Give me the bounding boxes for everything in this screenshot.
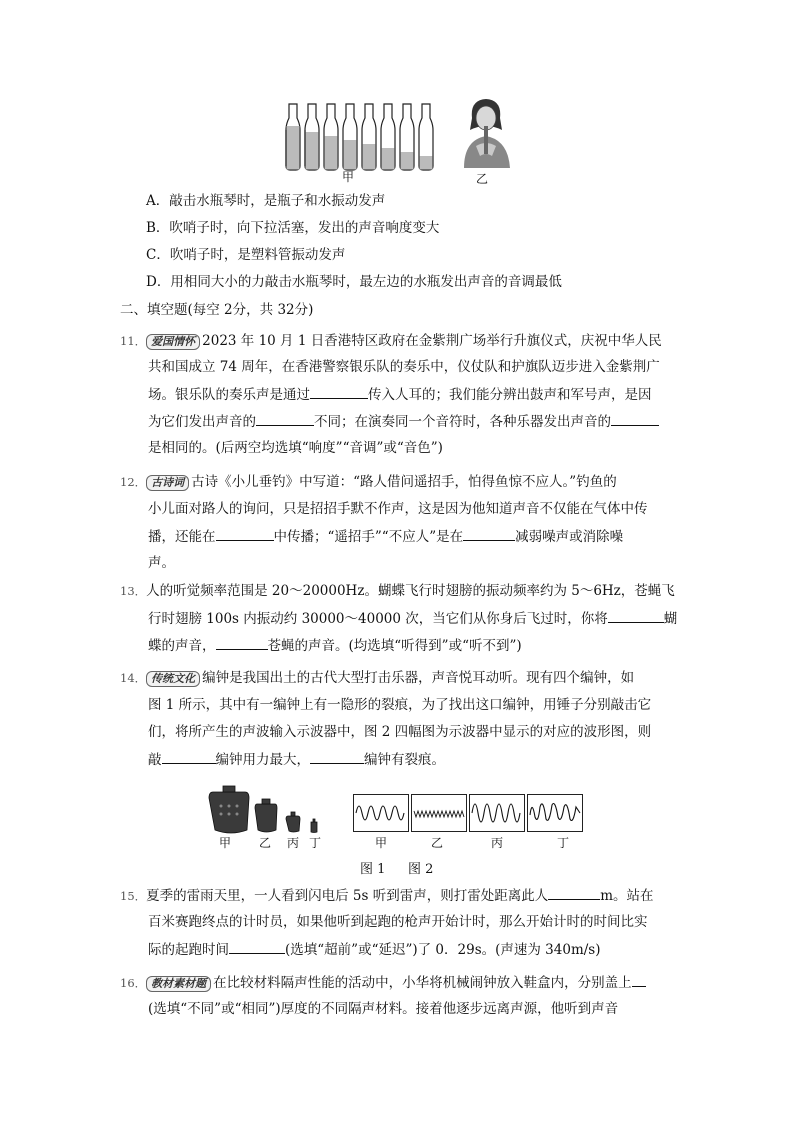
answer-blank[interactable]	[162, 749, 216, 764]
question-text: 古诗《小儿垂钓》中写道：“路人借问遥招手，怕得鱼惊不应人。”钓鱼的	[191, 474, 617, 490]
waveform-yi	[411, 794, 467, 832]
caption-jia: 甲	[342, 170, 355, 184]
bell-label: 丁	[309, 836, 322, 850]
question-text: 2023 年 10 月 1 日香港特区政府在金紫荆广场举行升旗仪式，庆祝中华人民	[202, 333, 662, 349]
question-14-line-4	[148, 749, 445, 770]
question-11-line-4	[148, 411, 659, 432]
question-text: 编钟是我国出土的古代大型打击乐器，声音悦耳动听。现有四个编钟，如	[202, 670, 635, 686]
wave-label: 丙	[491, 836, 504, 850]
question-text: 传入人耳的；我们能分辨出鼓声和军号声，是因	[368, 387, 652, 403]
water-bottle-xylophone-image	[280, 96, 440, 176]
question-15-line-2: 百米赛跑终点的计时员，如果他听到起跑的枪声开始计时，那么开始计时的时间比实	[148, 914, 648, 930]
figure-1-caption: 图 1	[360, 862, 386, 877]
question-11-line-1	[120, 331, 662, 351]
waveform-bing	[469, 794, 525, 832]
question-11-line-5: 是相同的。(后两空均选填“响度”“音调”或“音色”)	[148, 440, 443, 456]
question-number: 16．	[120, 976, 147, 990]
topic-tag: 教材素材题	[146, 976, 211, 992]
question-16-line-2: (选填“不同”或“相同”)厚度的不同隔声材料。接着他逐步远离声源，他听到声音	[148, 1001, 619, 1017]
bottle-whistle-figure	[280, 96, 520, 184]
girl-blowing-whistle-image	[458, 96, 516, 168]
question-text: 行时翅膀 100s 内振动约 30000～40000 次，当它们从你身后飞过时，你将	[148, 611, 608, 627]
answer-blank[interactable]	[611, 411, 659, 426]
answer-blank[interactable]	[608, 608, 664, 623]
wave-label: 丁	[557, 836, 570, 850]
waveform-jia-image	[354, 795, 408, 831]
answer-blank[interactable]	[216, 635, 268, 650]
waveform-ding	[527, 794, 583, 832]
waveform-bing-image	[470, 795, 524, 831]
answer-blank[interactable]	[229, 939, 285, 954]
waveform-yi-image	[412, 795, 466, 831]
question-text: 苍蝇的声音。(均选填“听得到”或“听不到”)	[267, 638, 522, 654]
question-15-line-3	[148, 939, 601, 960]
question-text: 敲	[148, 752, 162, 768]
answer-blank[interactable]	[216, 526, 274, 541]
question-text: 编钟用力最大，	[215, 752, 310, 768]
question-number: 14．	[120, 671, 147, 685]
question-14-line-3: 们，将所产生的声波输入示波器中，图 2 四幅图为示波器中显示的对应的波形图，则	[148, 724, 652, 740]
option-a: A．敲击水瓶琴时，是瓶子和水振动发声	[146, 193, 386, 209]
question-text: 蝶的声音，	[148, 638, 216, 654]
question-text: 夏季的雷雨天里，一人看到闪电后 5s 听到雷声，则打雷处距离此人	[146, 888, 549, 904]
question-text: 编钟有裂痕。	[364, 752, 445, 768]
question-text: 蝴	[663, 611, 678, 627]
section-title: 二、填空题(每空 2分，共 32分)	[120, 302, 314, 318]
question-16-line-1	[120, 972, 646, 993]
caption-yi: 乙	[476, 172, 489, 186]
topic-tag: 古诗词	[146, 475, 189, 491]
question-12-line-1	[120, 472, 617, 492]
bell-label: 甲	[219, 836, 232, 850]
question-text: m。站在	[600, 888, 654, 904]
bells-image	[205, 784, 325, 836]
question-14-line-2: 图 1 所示，其中有一编钟上有一隐形的裂痕，为了找出这口编钟，用锤子分别敲击它	[148, 697, 652, 713]
bell-label: 丙	[287, 836, 300, 850]
question-text: 减弱噪声或消除噪	[515, 529, 624, 545]
answer-blank[interactable]	[256, 411, 314, 426]
question-15-line-1	[120, 885, 654, 906]
question-text: 为它们发出声音的	[148, 414, 256, 430]
question-text: 场。银乐队的奏乐声是通过	[148, 387, 310, 403]
question-11-line-3	[148, 384, 652, 405]
question-12-line-4: 声。	[148, 555, 175, 571]
question-text: 在比较材料隔声性能的活动中，小华将机械闹钟放入鞋盒内，分别盖上	[213, 975, 632, 991]
question-text: 人的听觉频率范围是 20～20000Hz。蝴蝶飞行时翅膀的振动频率约为 5～6Hz，苍蝇飞	[146, 583, 675, 599]
question-text: (选填“超前”或“延迟”)了 0．29s。(声速为 340m/s)	[285, 942, 601, 958]
question-text: 不同；在演奏同一个音符时，各种乐器发出声音的	[314, 414, 611, 430]
question-14-line-1	[120, 668, 634, 688]
waveform-ding-image	[528, 795, 582, 831]
wave-label: 乙	[431, 836, 444, 850]
question-12-line-2: 小儿面对路人的询问，只是招招手默不作声，这是因为他知道声音不仅能在气体中传	[148, 501, 648, 517]
figure-2-caption: 图 2	[408, 862, 434, 877]
question-number: 12．	[120, 475, 147, 489]
option-b: B．吹哨子时，向下拉活塞，发出的声音响度变大	[146, 220, 440, 236]
bell-label: 乙	[259, 836, 272, 850]
question-11-line-2: 共和国成立 74 周年，在香港警察银乐队的奏乐中，仪仗队和护旗队迈步进入金紫荆广	[148, 359, 660, 375]
option-c: C．吹哨子时，是塑料管振动发声	[146, 247, 346, 263]
answer-blank[interactable]	[548, 885, 600, 900]
question-12-line-3	[148, 526, 623, 547]
topic-tag: 爱国情怀	[146, 334, 200, 350]
question-number: 11．	[120, 334, 147, 348]
question-13-line-3	[148, 635, 522, 656]
question-text: 播，还能在	[148, 529, 216, 545]
answer-blank[interactable]	[632, 972, 646, 987]
wave-label: 甲	[375, 836, 388, 850]
question-text: 中传播；“遥招手”“不应人”是在	[273, 529, 464, 545]
option-d: D．用相同大小的力敲击水瓶琴时，最左边的水瓶发出声音的音调最低	[146, 274, 562, 290]
question-text: 际的起跑时间	[148, 942, 229, 958]
question-13-line-2	[148, 608, 677, 629]
bells-waveform-figure	[205, 784, 585, 848]
waveform-jia	[353, 794, 409, 832]
question-13-line-1	[120, 581, 675, 601]
question-number: 13．	[120, 584, 147, 598]
answer-blank[interactable]	[463, 526, 515, 541]
answer-blank[interactable]	[310, 749, 364, 764]
question-number: 15．	[120, 889, 147, 903]
topic-tag: 传统文化	[146, 671, 200, 687]
answer-blank[interactable]	[310, 384, 368, 399]
